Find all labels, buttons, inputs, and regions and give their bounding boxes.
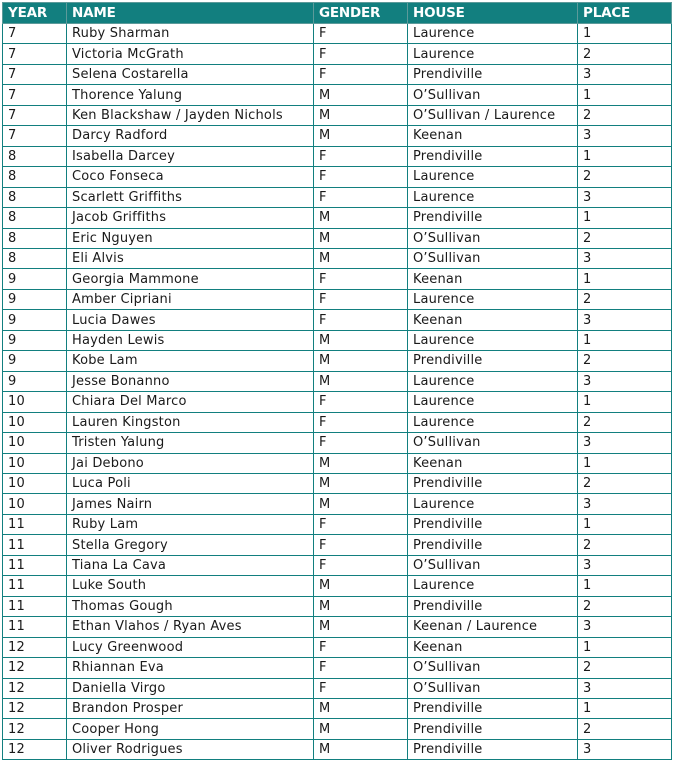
cell-house: Keenan bbox=[408, 126, 578, 146]
cell-gender: M bbox=[314, 739, 408, 759]
cell-place: 3 bbox=[578, 617, 672, 637]
table-row bbox=[3, 412, 672, 432]
cell-year: 9 bbox=[3, 269, 67, 289]
cell-name: Jesse Bonanno bbox=[67, 371, 314, 391]
cell-place: 3 bbox=[578, 187, 672, 207]
cell-gender: M bbox=[314, 126, 408, 146]
cell-gender: F bbox=[314, 392, 408, 412]
table-row bbox=[3, 453, 672, 473]
cell-place: 2 bbox=[578, 289, 672, 309]
table-row bbox=[3, 494, 672, 514]
cell-name: Jai Debono bbox=[67, 453, 314, 473]
table-row bbox=[3, 187, 672, 207]
cell-gender: M bbox=[314, 596, 408, 616]
table-row bbox=[3, 105, 672, 125]
cell-place: 1 bbox=[578, 146, 672, 166]
cell-year: 12 bbox=[3, 739, 67, 759]
cell-place: 1 bbox=[578, 208, 672, 228]
cell-place: 1 bbox=[578, 698, 672, 718]
table-row bbox=[3, 310, 672, 330]
column-header-house: HOUSE bbox=[408, 3, 578, 24]
cell-name: Tiana La Cava bbox=[67, 555, 314, 575]
cell-gender: F bbox=[314, 187, 408, 207]
cell-gender: F bbox=[314, 167, 408, 187]
cell-year: 8 bbox=[3, 187, 67, 207]
cell-place: 2 bbox=[578, 228, 672, 248]
table-row bbox=[3, 596, 672, 616]
cell-year: 10 bbox=[3, 412, 67, 432]
cell-gender: M bbox=[314, 453, 408, 473]
table-row bbox=[3, 167, 672, 187]
table-row bbox=[3, 392, 672, 412]
cell-name: Kobe Lam bbox=[67, 351, 314, 371]
cell-name: Selena Costarella bbox=[67, 64, 314, 84]
cell-name: Amber Cipriani bbox=[67, 289, 314, 309]
cell-name: Stella Gregory bbox=[67, 535, 314, 555]
cell-name: Isabella Darcey bbox=[67, 146, 314, 166]
cell-gender: M bbox=[314, 208, 408, 228]
cell-house: O’Sullivan bbox=[408, 678, 578, 698]
cell-gender: M bbox=[314, 330, 408, 350]
table-row bbox=[3, 351, 672, 371]
cell-gender: F bbox=[314, 433, 408, 453]
cell-house: Laurence bbox=[408, 44, 578, 64]
cell-place: 3 bbox=[578, 371, 672, 391]
table-row bbox=[3, 617, 672, 637]
cell-house: Keenan bbox=[408, 310, 578, 330]
cell-gender: M bbox=[314, 617, 408, 637]
cell-house: Prendiville bbox=[408, 208, 578, 228]
results-table bbox=[2, 2, 672, 760]
cell-house: Prendiville bbox=[408, 514, 578, 534]
cell-house: O’Sullivan bbox=[408, 228, 578, 248]
table-row bbox=[3, 85, 672, 105]
cell-year: 11 bbox=[3, 514, 67, 534]
cell-house: Keenan / Laurence bbox=[408, 617, 578, 637]
cell-house: Prendiville bbox=[408, 596, 578, 616]
cell-place: 1 bbox=[578, 330, 672, 350]
cell-year: 9 bbox=[3, 310, 67, 330]
cell-gender: F bbox=[314, 64, 408, 84]
cell-gender: F bbox=[314, 535, 408, 555]
cell-place: 2 bbox=[578, 719, 672, 739]
cell-year: 8 bbox=[3, 248, 67, 268]
cell-name: Eric Nguyen bbox=[67, 228, 314, 248]
cell-place: 3 bbox=[578, 678, 672, 698]
cell-house: Prendiville bbox=[408, 535, 578, 555]
cell-name: Luca Poli bbox=[67, 473, 314, 493]
cell-name: Brandon Prosper bbox=[67, 698, 314, 718]
cell-place: 3 bbox=[578, 739, 672, 759]
cell-gender: M bbox=[314, 576, 408, 596]
cell-house: Laurence bbox=[408, 576, 578, 596]
cell-gender: M bbox=[314, 473, 408, 493]
cell-name: Tristen Yalung bbox=[67, 433, 314, 453]
cell-gender: M bbox=[314, 351, 408, 371]
cell-name: Ruby Sharman bbox=[67, 24, 314, 44]
cell-name: Thorence Yalung bbox=[67, 85, 314, 105]
cell-place: 1 bbox=[578, 453, 672, 473]
table-row bbox=[3, 126, 672, 146]
cell-year: 10 bbox=[3, 392, 67, 412]
cell-year: 8 bbox=[3, 167, 67, 187]
cell-house: O’Sullivan bbox=[408, 555, 578, 575]
cell-house: Laurence bbox=[408, 289, 578, 309]
table-row bbox=[3, 637, 672, 657]
table-row bbox=[3, 698, 672, 718]
cell-place: 1 bbox=[578, 576, 672, 596]
cell-house: Laurence bbox=[408, 167, 578, 187]
cell-year: 12 bbox=[3, 698, 67, 718]
cell-year: 9 bbox=[3, 351, 67, 371]
cell-gender: F bbox=[314, 658, 408, 678]
cell-name: Jacob Griffiths bbox=[67, 208, 314, 228]
cell-place: 2 bbox=[578, 351, 672, 371]
table-header bbox=[3, 3, 672, 24]
cell-year: 12 bbox=[3, 719, 67, 739]
table-row bbox=[3, 535, 672, 555]
cell-year: 7 bbox=[3, 85, 67, 105]
cell-year: 8 bbox=[3, 146, 67, 166]
cell-place: 2 bbox=[578, 473, 672, 493]
cell-name: Chiara Del Marco bbox=[67, 392, 314, 412]
cell-year: 8 bbox=[3, 208, 67, 228]
cell-house: Laurence bbox=[408, 24, 578, 44]
cell-name: Cooper Hong bbox=[67, 719, 314, 739]
cell-name: Oliver Rodrigues bbox=[67, 739, 314, 759]
cell-year: 7 bbox=[3, 24, 67, 44]
cell-place: 3 bbox=[578, 555, 672, 575]
column-header-name: NAME bbox=[67, 3, 314, 24]
cell-house: Laurence bbox=[408, 187, 578, 207]
cell-gender: M bbox=[314, 105, 408, 125]
cell-name: Hayden Lewis bbox=[67, 330, 314, 350]
table-row bbox=[3, 576, 672, 596]
cell-house: Keenan bbox=[408, 637, 578, 657]
header-row bbox=[3, 3, 672, 24]
cell-gender: F bbox=[314, 678, 408, 698]
table-row bbox=[3, 330, 672, 350]
cell-house: O’Sullivan bbox=[408, 658, 578, 678]
cell-gender: M bbox=[314, 698, 408, 718]
cell-year: 11 bbox=[3, 535, 67, 555]
table-row bbox=[3, 739, 672, 759]
cell-house: Prendiville bbox=[408, 739, 578, 759]
cell-house: Laurence bbox=[408, 494, 578, 514]
cell-name: Thomas Gough bbox=[67, 596, 314, 616]
cell-year: 7 bbox=[3, 105, 67, 125]
column-header-gender: GENDER bbox=[314, 3, 408, 24]
table-row bbox=[3, 44, 672, 64]
cell-place: 1 bbox=[578, 24, 672, 44]
cell-gender: F bbox=[314, 289, 408, 309]
cell-house: Prendiville bbox=[408, 351, 578, 371]
cell-gender: M bbox=[314, 85, 408, 105]
table-body bbox=[3, 24, 672, 760]
cell-name: Luke South bbox=[67, 576, 314, 596]
cell-house: Laurence bbox=[408, 412, 578, 432]
cell-gender: F bbox=[314, 310, 408, 330]
cell-year: 9 bbox=[3, 330, 67, 350]
cell-name: Lucia Dawes bbox=[67, 310, 314, 330]
cell-place: 1 bbox=[578, 637, 672, 657]
cell-name: Coco Fonseca bbox=[67, 167, 314, 187]
cell-name: Daniella Virgo bbox=[67, 678, 314, 698]
cell-name: Scarlett Griffiths bbox=[67, 187, 314, 207]
cell-place: 2 bbox=[578, 44, 672, 64]
cell-place: 2 bbox=[578, 535, 672, 555]
cell-year: 8 bbox=[3, 228, 67, 248]
cell-place: 2 bbox=[578, 596, 672, 616]
table-row bbox=[3, 658, 672, 678]
cell-year: 10 bbox=[3, 433, 67, 453]
cell-house: Keenan bbox=[408, 269, 578, 289]
cell-year: 12 bbox=[3, 678, 67, 698]
table-row bbox=[3, 228, 672, 248]
cell-name: Eli Alvis bbox=[67, 248, 314, 268]
table-row bbox=[3, 146, 672, 166]
cell-place: 3 bbox=[578, 248, 672, 268]
cell-house: O’Sullivan bbox=[408, 433, 578, 453]
table-row bbox=[3, 473, 672, 493]
table-row bbox=[3, 289, 672, 309]
cell-place: 2 bbox=[578, 105, 672, 125]
table-row bbox=[3, 371, 672, 391]
cell-year: 10 bbox=[3, 494, 67, 514]
cell-gender: F bbox=[314, 555, 408, 575]
column-header-year: YEAR bbox=[3, 3, 67, 24]
cell-place: 1 bbox=[578, 85, 672, 105]
cell-year: 11 bbox=[3, 596, 67, 616]
cell-gender: M bbox=[314, 228, 408, 248]
cell-gender: F bbox=[314, 269, 408, 289]
cell-name: Ruby Lam bbox=[67, 514, 314, 534]
cell-house: Prendiville bbox=[408, 473, 578, 493]
cell-place: 2 bbox=[578, 658, 672, 678]
table-row bbox=[3, 514, 672, 534]
table-row bbox=[3, 678, 672, 698]
cell-name: James Nairn bbox=[67, 494, 314, 514]
cell-gender: F bbox=[314, 146, 408, 166]
table-row bbox=[3, 208, 672, 228]
cell-gender: F bbox=[314, 412, 408, 432]
cell-place: 3 bbox=[578, 494, 672, 514]
table-row bbox=[3, 555, 672, 575]
cell-place: 3 bbox=[578, 433, 672, 453]
cell-house: O’Sullivan bbox=[408, 85, 578, 105]
cell-house: Laurence bbox=[408, 330, 578, 350]
cell-name: Lauren Kingston bbox=[67, 412, 314, 432]
cell-gender: M bbox=[314, 371, 408, 391]
cell-year: 9 bbox=[3, 289, 67, 309]
cell-place: 3 bbox=[578, 64, 672, 84]
cell-year: 10 bbox=[3, 453, 67, 473]
cell-gender: F bbox=[314, 637, 408, 657]
cell-gender: M bbox=[314, 248, 408, 268]
cell-year: 12 bbox=[3, 658, 67, 678]
table-row bbox=[3, 248, 672, 268]
cell-house: Prendiville bbox=[408, 719, 578, 739]
cell-name: Georgia Mammone bbox=[67, 269, 314, 289]
cell-year: 7 bbox=[3, 64, 67, 84]
cell-place: 1 bbox=[578, 269, 672, 289]
table-row bbox=[3, 24, 672, 44]
cell-place: 2 bbox=[578, 412, 672, 432]
cell-house: O’Sullivan bbox=[408, 248, 578, 268]
cell-year: 11 bbox=[3, 555, 67, 575]
cell-place: 3 bbox=[578, 310, 672, 330]
column-header-place: PLACE bbox=[578, 3, 672, 24]
cell-house: Laurence bbox=[408, 392, 578, 412]
cell-gender: M bbox=[314, 719, 408, 739]
cell-gender: M bbox=[314, 494, 408, 514]
table-row bbox=[3, 64, 672, 84]
cell-house: O’Sullivan / Laurence bbox=[408, 105, 578, 125]
cell-name: Rhiannan Eva bbox=[67, 658, 314, 678]
cell-place: 1 bbox=[578, 514, 672, 534]
cell-name: Lucy Greenwood bbox=[67, 637, 314, 657]
cell-gender: F bbox=[314, 44, 408, 64]
cell-year: 7 bbox=[3, 126, 67, 146]
cell-year: 11 bbox=[3, 617, 67, 637]
table-row bbox=[3, 719, 672, 739]
cell-year: 11 bbox=[3, 576, 67, 596]
cell-place: 1 bbox=[578, 392, 672, 412]
cell-name: Victoria McGrath bbox=[67, 44, 314, 64]
cell-year: 9 bbox=[3, 371, 67, 391]
cell-house: Prendiville bbox=[408, 146, 578, 166]
cell-place: 3 bbox=[578, 126, 672, 146]
cell-name: Ken Blackshaw / Jayden Nichols bbox=[67, 105, 314, 125]
cell-house: Laurence bbox=[408, 371, 578, 391]
cell-house: Prendiville bbox=[408, 698, 578, 718]
cell-year: 12 bbox=[3, 637, 67, 657]
table-row bbox=[3, 433, 672, 453]
table-row bbox=[3, 269, 672, 289]
cell-gender: F bbox=[314, 24, 408, 44]
cell-house: Prendiville bbox=[408, 64, 578, 84]
cell-year: 7 bbox=[3, 44, 67, 64]
cell-name: Ethan Vlahos / Ryan Aves bbox=[67, 617, 314, 637]
cell-year: 10 bbox=[3, 473, 67, 493]
cell-name: Darcy Radford bbox=[67, 126, 314, 146]
cell-gender: F bbox=[314, 514, 408, 534]
cell-place: 2 bbox=[578, 167, 672, 187]
cell-house: Keenan bbox=[408, 453, 578, 473]
